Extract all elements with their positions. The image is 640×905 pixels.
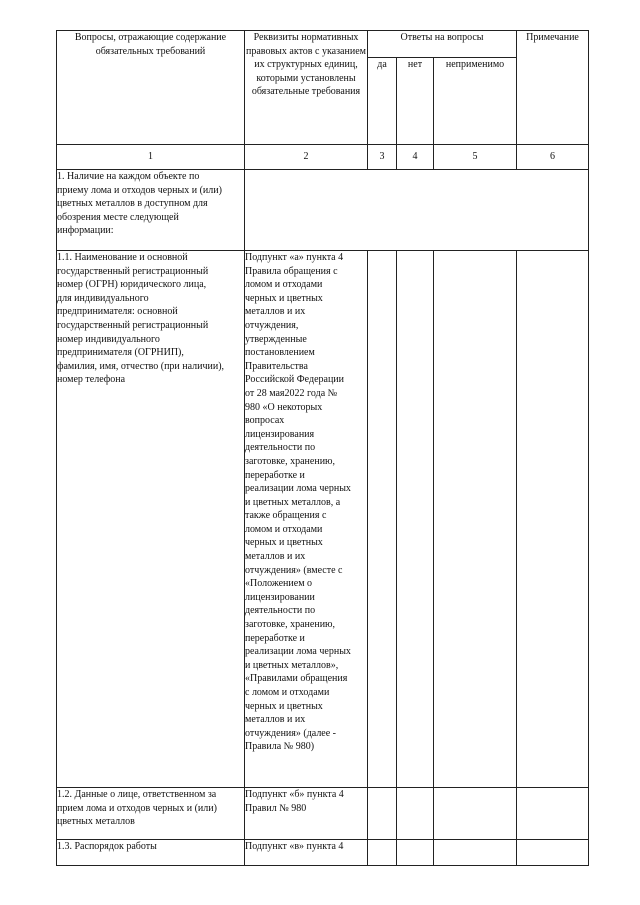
column-number: 4 xyxy=(397,145,434,170)
column-number: 2 xyxy=(245,145,368,170)
table-row xyxy=(57,788,589,840)
requisite-cell: Подпункт «б» пункта 4 Правил № 980 xyxy=(245,788,368,840)
column-number: 6 xyxy=(517,145,589,170)
answer-not-applicable-cell xyxy=(434,788,517,840)
answer-no-cell xyxy=(397,251,434,788)
column-number-row xyxy=(57,145,589,170)
question-cell: 1.1. Наименование и основной государственный регистрационный номер (ОГРН) юридического лица, для индивидуального предпринимателя: основной государственный регистрационный номер индивидуального предпринимателя (ОГРНИП), фамилия, имя, отчество (при наличии), номер телефона xyxy=(57,251,245,788)
merged-empty-cell xyxy=(245,170,589,251)
header-answer-not-applicable: неприменимо xyxy=(434,58,517,145)
column-number: 3 xyxy=(368,145,397,170)
header-requisites: Реквизиты нормативных правовых актов с указанием их структурных единиц, которыми установлены обязательные требования xyxy=(245,31,368,145)
question-cell: 1.3. Распорядок работы xyxy=(57,840,245,866)
requisite-cell: Подпункт «а» пункта 4 Правила обращения с ломом и отходами черных и цветных металлов и их отчуждения, утвержденные постановлением Правительства Российской Федерации от 28 мая2022 года № 980 «О некоторых вопросах лицензирования деятельности по заготовке, хранению, переработке и реализации лома черных и цветных металлов, а также обращения с ломом и отходами черных и цветных металлов и их отчуждения» (вместе с «Положением о лицензировании деятельности по заготовке, хранению, переработке и реализации лома черных и цветных металлов», «Правилами обращения с ломом и отходами черных и цветных металлов и их отчуждения» (далее - Правила № 980) xyxy=(245,251,368,788)
answer-no-cell xyxy=(397,840,434,866)
question-cell: 1.2. Данные о лице, ответственном за прием лома и отходов черных и (или) цветных металлов xyxy=(57,788,245,840)
answer-not-applicable-cell xyxy=(434,840,517,866)
question-cell: 1. Наличие на каждом объекте по приему лома и отходов черных и (или) цветных металлов в доступном для обозрения месте следующей информации: xyxy=(57,170,245,251)
note-cell xyxy=(517,788,589,840)
note-cell xyxy=(517,840,589,866)
header-questions: Вопросы, отражающие содержание обязательных требований xyxy=(57,31,245,145)
table-row xyxy=(57,840,589,866)
answer-not-applicable-cell xyxy=(434,251,517,788)
column-number: 5 xyxy=(434,145,517,170)
answer-yes-cell xyxy=(368,840,397,866)
header-answer-no: нет xyxy=(397,58,434,145)
requisite-cell: Подпункт «в» пункта 4 xyxy=(245,840,368,866)
note-cell xyxy=(517,251,589,788)
header-answers: Ответы на вопросы xyxy=(368,31,517,58)
table-header-row xyxy=(57,31,589,58)
answer-no-cell xyxy=(397,788,434,840)
requirements-checklist-table xyxy=(56,30,589,866)
column-number: 1 xyxy=(57,145,245,170)
header-note: Примечание xyxy=(517,31,589,145)
table-row xyxy=(57,251,589,788)
answer-yes-cell xyxy=(368,788,397,840)
header-answer-yes: да xyxy=(368,58,397,145)
table-row xyxy=(57,170,589,251)
answer-yes-cell xyxy=(368,251,397,788)
